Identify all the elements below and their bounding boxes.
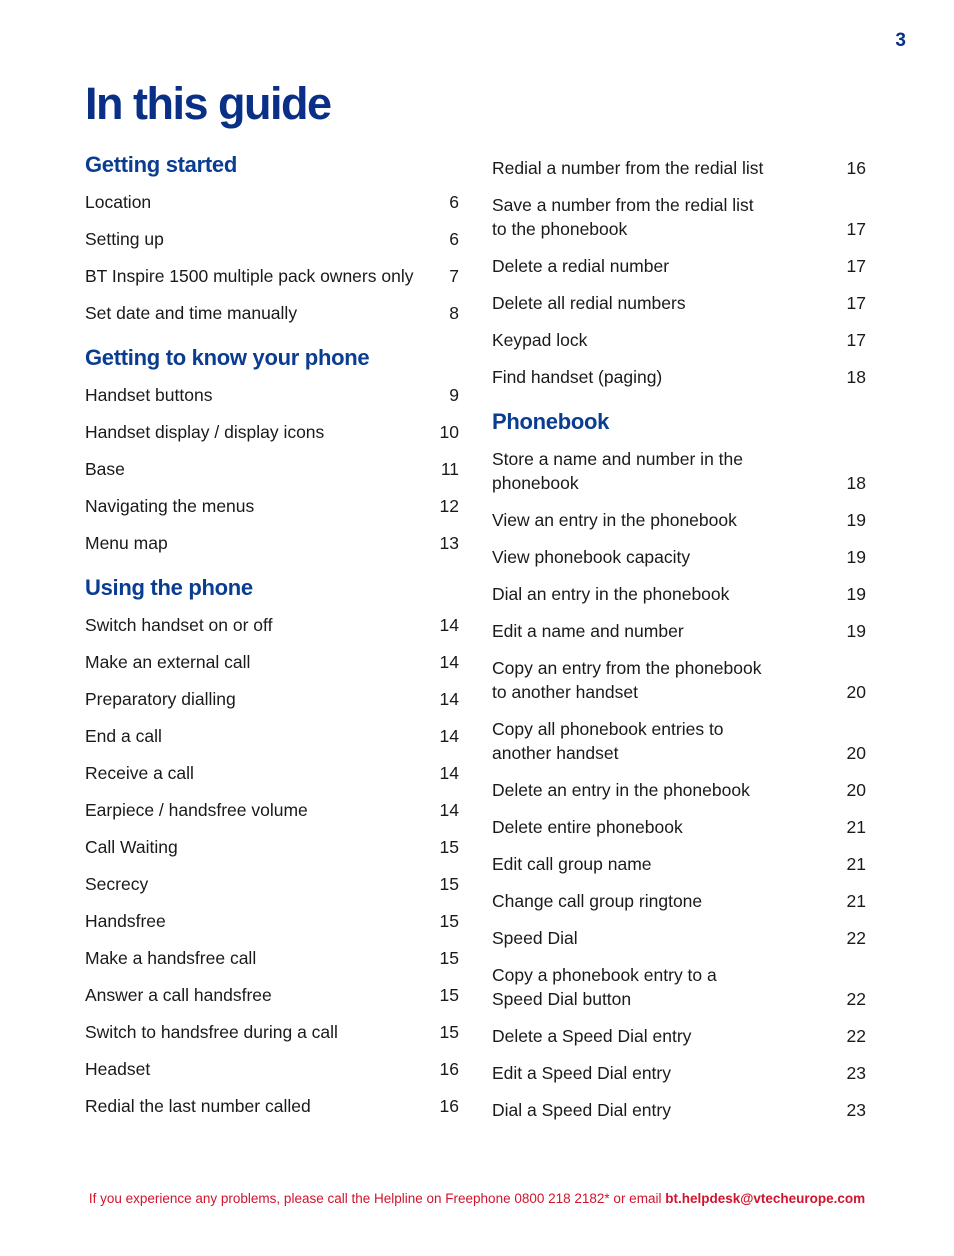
toc-entry-label: Switch to handsfree during a call: [85, 1022, 338, 1042]
toc-entry-label: Receive a call: [85, 763, 194, 783]
toc-entry-page: 7: [449, 266, 459, 286]
toc-entry-page: 23: [846, 1100, 866, 1120]
toc-entry-page: 19: [846, 621, 866, 641]
toc-entry[interactable]: [492, 711, 866, 772]
toc-entry-label: View phonebook capacity: [492, 547, 691, 567]
toc-entry-label: Keypad lock: [492, 330, 588, 350]
toc-entry-label: BT Inspire 1500 multiple pack owners only: [85, 266, 414, 286]
toc-entry-label: Call Waiting: [85, 837, 178, 857]
toc-entry-page: 13: [439, 533, 459, 553]
toc-entry[interactable]: [85, 488, 459, 525]
toc-entry-label: Delete an entry in the phonebook: [492, 780, 750, 800]
toc-entry-page: 15: [439, 948, 459, 968]
toc-entry[interactable]: [85, 718, 459, 755]
toc-entry[interactable]: [85, 1014, 459, 1051]
toc-entry[interactable]: [492, 248, 866, 285]
toc-entry[interactable]: [85, 451, 459, 488]
toc-entry[interactable]: [492, 846, 866, 883]
toc-entry[interactable]: [85, 866, 459, 903]
toc-entry-page: 15: [439, 874, 459, 894]
toc-entry-label: Delete entire phonebook: [492, 817, 683, 837]
toc-entry-page: 14: [439, 689, 459, 709]
toc-entry-page: 12: [439, 496, 459, 516]
toc-entry-label: Secrecy: [85, 874, 149, 894]
toc-entry-label: Navigating the menus: [85, 496, 255, 516]
toc-entry-page: 21: [846, 891, 866, 911]
toc-entry-page: 17: [846, 330, 866, 350]
toc-entry[interactable]: [85, 792, 459, 829]
toc-entry-label: Set date and time manually: [85, 303, 298, 323]
toc-entry-page: 17: [846, 293, 866, 313]
toc-entry-page: 21: [846, 854, 866, 874]
toc-entry-page: 20: [846, 780, 866, 800]
toc-entry[interactable]: [492, 150, 866, 187]
toc-entry[interactable]: [492, 539, 866, 576]
toc-entry-page: 22: [846, 989, 866, 1009]
toc-entry-label: Make a handsfree call: [85, 948, 257, 968]
toc-entry[interactable]: [492, 650, 866, 711]
toc-entry-page: 11: [440, 459, 459, 479]
page-number: 3: [895, 30, 906, 51]
toc-entry[interactable]: [85, 258, 459, 295]
toc-entry-page: 14: [439, 800, 459, 820]
toc-entry-page: 15: [439, 911, 459, 931]
toc-entry[interactable]: [85, 977, 459, 1014]
section-heading: Getting started: [85, 152, 237, 177]
helpline-footer: [0, 1191, 954, 1206]
toc-entry[interactable]: [85, 1088, 459, 1125]
toc-entry[interactable]: [85, 681, 459, 718]
toc-entry-label: Dial a Speed Dial entry: [492, 1100, 671, 1120]
toc-entry-page: 19: [846, 584, 866, 604]
toc-entry[interactable]: [492, 1092, 866, 1129]
toc-entry-page: 16: [439, 1096, 459, 1116]
section-heading: Using the phone: [85, 575, 253, 600]
toc-entry-label: Answer a call handsfree: [85, 985, 272, 1005]
toc-entry[interactable]: [492, 1055, 866, 1092]
toc-entry-page: 16: [846, 158, 866, 178]
toc-entry[interactable]: [85, 295, 459, 332]
section-heading: Phonebook: [492, 409, 610, 434]
toc-entry-page: 18: [846, 473, 866, 493]
toc-entry-label: Store a name and number in the phonebook: [492, 449, 743, 493]
toc-entry-label: Make an external call: [85, 652, 251, 672]
toc-entry-label: Edit a name and number: [492, 621, 684, 641]
toc-entry[interactable]: [492, 809, 866, 846]
toc-left-column: [85, 150, 459, 1125]
toc-entry-page: 14: [439, 763, 459, 783]
toc-entry-page: 14: [439, 726, 459, 746]
toc-entry-page: 6: [449, 229, 459, 249]
toc-entry-page: 22: [846, 1026, 866, 1046]
toc-entry-label: Copy an entry from the phonebook to another handset: [492, 658, 762, 702]
toc-entry-label: Earpiece / handsfree volume: [85, 800, 308, 820]
toc-entry[interactable]: [492, 502, 866, 539]
toc-entry[interactable]: [492, 285, 866, 322]
toc-entry[interactable]: [492, 957, 866, 1018]
toc-entry[interactable]: [85, 644, 459, 681]
toc-entry[interactable]: [492, 883, 866, 920]
toc-entry-page: 18: [846, 367, 866, 387]
toc-entry[interactable]: [85, 1051, 459, 1088]
toc-entry-page: 16: [439, 1059, 459, 1079]
toc-entry-page: 9: [449, 385, 459, 405]
toc-entry-page: 21: [846, 817, 866, 837]
toc-entry-page: 19: [846, 510, 866, 530]
toc-entry[interactable]: [85, 221, 459, 258]
toc-entry-page: 14: [439, 615, 459, 635]
toc-entry-label: Save a number from the redial list to the phonebook: [492, 195, 754, 239]
toc-entry-page: 22: [846, 928, 866, 948]
toc-entry[interactable]: [85, 903, 459, 940]
toc-entry[interactable]: [85, 377, 459, 414]
toc-entry-label: Find handset (paging): [492, 367, 663, 387]
toc-entry-label: Redial the last number called: [85, 1096, 311, 1116]
toc-entry[interactable]: [492, 322, 866, 359]
toc-entry-label: End a call: [85, 726, 162, 746]
toc-entry[interactable]: [85, 940, 459, 977]
toc-entry-page: 8: [449, 303, 459, 323]
toc-entry[interactable]: [492, 187, 866, 248]
toc-entry[interactable]: [492, 772, 866, 809]
toc-entry[interactable]: [85, 755, 459, 792]
toc-entry-label: Dial an entry in the phonebook: [492, 584, 730, 604]
toc-entry-label: Copy a phonebook entry to a Speed Dial button: [492, 965, 717, 1009]
toc-entry-label: View an entry in the phonebook: [492, 510, 737, 530]
toc-entry[interactable]: [492, 920, 866, 957]
toc-entry-label: Handset display / display icons: [85, 422, 325, 442]
toc-entry-label: Edit a Speed Dial entry: [492, 1063, 671, 1083]
toc-entry[interactable]: [492, 613, 866, 650]
toc-entry[interactable]: [85, 414, 459, 451]
toc-entry-page: 23: [846, 1063, 866, 1083]
toc-entry-label: Headset: [85, 1059, 151, 1079]
toc-entry[interactable]: [492, 1018, 866, 1055]
toc-entry-label: Speed Dial: [492, 928, 578, 948]
toc-entry-label: Edit call group name: [492, 854, 652, 874]
toc-entry-label: Preparatory dialling: [85, 689, 236, 709]
toc-entry-label: Delete a Speed Dial entry: [492, 1026, 692, 1046]
toc-entry-page: 20: [846, 743, 866, 763]
toc-entry[interactable]: [85, 525, 459, 562]
page-title: In this guide: [85, 78, 331, 129]
toc-entry[interactable]: [492, 576, 866, 613]
toc-entry[interactable]: [85, 184, 459, 221]
toc-entry-label: Menu map: [85, 533, 168, 553]
toc-entry-label: Change call group ringtone: [492, 891, 703, 911]
toc-entry-page: 6: [449, 192, 459, 212]
toc-entry-label: Delete all redial numbers: [492, 293, 686, 313]
toc-entry[interactable]: [85, 829, 459, 866]
toc-entry-label: Copy all phonebook entries to another handset: [492, 719, 724, 763]
toc-entry-label: Base: [85, 459, 125, 479]
toc-entry-page: 19: [846, 547, 866, 567]
toc-entry-label: Handsfree: [85, 911, 166, 931]
toc-entry-label: Location: [85, 192, 152, 212]
toc-entry-label: Setting up: [85, 229, 164, 249]
toc-entry-page: 14: [439, 652, 459, 672]
toc-entry-label: Delete a redial number: [492, 256, 670, 276]
toc-right-column: [492, 150, 866, 1129]
toc-entry-label: Redial a number from the redial list: [492, 158, 764, 178]
toc-entry-page: 15: [439, 1022, 459, 1042]
toc-entry[interactable]: [85, 607, 459, 644]
toc-entry-page: 17: [846, 219, 866, 239]
footer-text: If you experience any problems, please call the Helpline on Freephone 0800 218 2182* or email: [88, 1191, 666, 1206]
footer-email[interactable]: bt.helpdesk@vtecheurope.com: [665, 1191, 866, 1206]
toc-entry-page: 17: [846, 256, 866, 276]
toc-entry-page: 15: [439, 985, 459, 1005]
toc-entry[interactable]: [492, 441, 866, 502]
toc-entry-page: 15: [439, 837, 459, 857]
toc-entry-page: 10: [439, 422, 459, 442]
toc-entry[interactable]: [492, 359, 866, 396]
toc-entry-page: 20: [846, 682, 866, 702]
section-heading: Getting to know your phone: [85, 345, 370, 370]
toc-entry-label: Handset buttons: [85, 385, 213, 405]
toc-entry-label: Switch handset on or off: [85, 615, 273, 635]
